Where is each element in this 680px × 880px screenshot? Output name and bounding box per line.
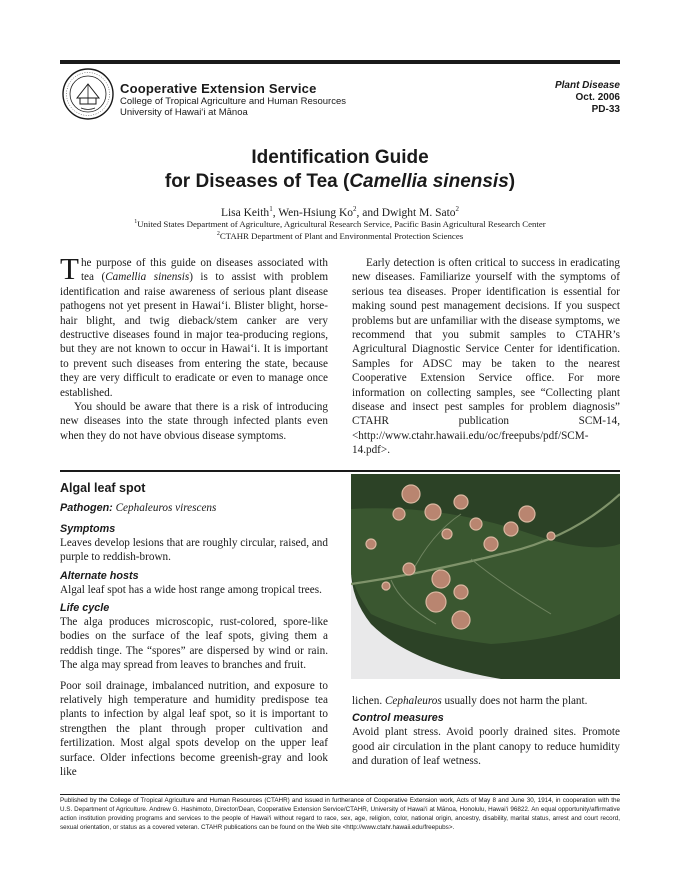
continued-text-end: usually does not harm the plant. [441,695,588,707]
footer-text: Published by the College of Tropical Agriculture and Human Resources (CTAHR) and issued in furtherance of Cooperative Extension work, Acts of May 8 and June 30, 1914, in cooperation with the U.S. Department of Agriculture. Andrew G. Hashimoto, Director/Dean, Cooperative Extension Service/CTAHR, University of Hawai‘i at Mānoa, Honolulu, Hawai‘i 96822. An equal opportunity/affirmative action institution providing programs and services to the people of Hawai‘i without regard to race, sex, age, religion, color, national origin, ancestry, disability, marital status, arrest and court record, sexual orientation, or status as a covered veteran. CTAHR publications can be found on the Web site <http://www.ctahr.hawaii.edu/freepubs>. [60,797,620,831]
intro-paragraph-2: You should be aware that there is a risk of introducing new diseases into the state through infected plants even when they do not have obvious disease symptoms. [60,401,328,442]
intro-column-right [352,256,620,458]
page-title [60,146,620,194]
affiliation-1-text: United States Department of Agriculture, Agricultural Research Service, Pacific Basin Agricultural Research Center [137,218,546,229]
section-title: Algal leaf spot [60,481,146,495]
algal-leaf-spot-continued [352,694,620,769]
university-seal-icon [62,68,114,120]
organization-title: Cooperative Extension Service [120,81,317,96]
author-1: Lisa Keith [220,206,270,219]
series-label: Plant Disease [554,80,620,91]
intro-species: Camellia sinensis [105,271,190,284]
university-name: University of Hawai‘i at Mānoa [120,107,248,118]
continued-text [352,694,620,708]
drop-cap: T [60,251,79,286]
life-cycle-heading: Life cycle [60,602,110,615]
intro-p1-text: he purpose of this guide on diseases associated with tea ( [80,257,328,284]
affiliation-2-text: CTAHR Department of Plant and Environmental Protection Sciences [219,230,464,241]
author-3-sup: 2 [455,205,460,213]
intro-paragraph-1 [60,251,329,400]
publication-meta [555,80,620,116]
title-line-1: Identification Guide [251,147,429,168]
affiliation-2 [60,229,620,242]
affiliation-1-sup: 1 [134,219,138,225]
publication-date: Oct. 2006 [575,92,620,103]
affiliation-1 [60,217,620,230]
symptoms-heading: Symptoms [60,522,116,535]
symptoms-text: Leaves develop lesions that are roughly circular, raised, and purple to reddish-brown. [60,536,328,564]
alternate-hosts-text: Algal leaf spot has a wide host range among tropical trees. [60,583,322,596]
algal-leaf-spot-section [60,481,328,780]
organization-block [120,82,346,118]
continued-genus: Cephaleuros [384,695,442,707]
pathogen-label: Pathogen: [60,502,113,515]
pathogen-line [60,501,328,515]
intro-p1-text-end: ) is to assist with problem identification and raise awareness of serious plant disease pathogens not yet present in Hawai‘i. Blister blight, horse-hair blight, and twig dieback/stem canker are very destructive diseases found in major tea-producing regions, but they are not known to occur in Hawai‘i. It is important to prevent such diseases from entering the state, because they are very difficult to eradicate or even to manage once established. [60,271,329,399]
title-line-2-text: for Diseases of Tea ( [164,171,350,192]
header-rule [60,60,620,64]
conditions-text: Poor soil drainage, imbalanced nutrition, and exposure to relatively high temperature and humidity predispose tea plants to infection by algal leaf spot, so it is important to strengthen the plant through proper cultivation and fertilization. Most algal spots develop on the upper leaf surface. Older infections become greenish-gray and look like [60,679,328,779]
author-3: Dwight M. Sato [381,206,456,219]
affiliation-2-sup: 2 [216,231,220,237]
college-name: College of Tropical Agriculture and Human Resources [120,96,347,107]
title-species-name: Camellia sinensis [349,171,509,192]
control-measures-text: Avoid plant stress. Avoid poorly drained sites. Promote good air circulation in the plant canopy to reduce humidity and duration of leaf wetness. [352,726,620,768]
title-line-2-end: ) [508,171,516,192]
intro-paragraph-3: Early detection is often critical to success in eradicating new diseases. Familiarize yourself with the symptoms of serious tea diseases. Proper identification is essential for making sound pest management decisions. If you suspect problems but are unfamiliar with the disease symptoms, we recommend that you submit samples to CTAHR’s Agricultural Diagnostic Service Center for identification. Samples for ADSC may be taken to the nearest Cooperative Extension Service office. For more information on collecting samples, see “Collecting plant disease and insect pest samples for problem diagnosis” CTAHR publication SCM-14, <http://www.ctahr.hawaii.edu/oc/freepubs/pdf/SCM-14.pdf>. [352,257,620,457]
alternate-hosts-heading: Alternate hosts [60,569,139,582]
algal-leaf-spot-photo [351,474,620,679]
author-separator: , [272,206,279,219]
publication-code: PD-33 [591,104,620,115]
author-separator: , and [356,206,382,219]
author-1-sup: 1 [269,205,273,213]
pathogen-name: Cephaleuros virescens [115,502,217,515]
section-rule [60,470,620,472]
author-2: Wen-Hsiung Ko [278,206,354,219]
control-measures-heading: Control measures [352,712,444,725]
title-line-2 [60,170,620,194]
continued-text-start: lichen. [352,695,385,707]
life-cycle-text: The alga produces microscopic, rust-colored, spore-like bodies on the surface of the leaf spots, giving them a reddish tinge. The “spores” are dispersed by wind or rain. The alga may spread from leaves to branches and fruit. [60,616,328,672]
footer-rule [60,794,620,795]
author-2-sup: 2 [353,205,357,213]
intro-column-left [60,251,329,443]
